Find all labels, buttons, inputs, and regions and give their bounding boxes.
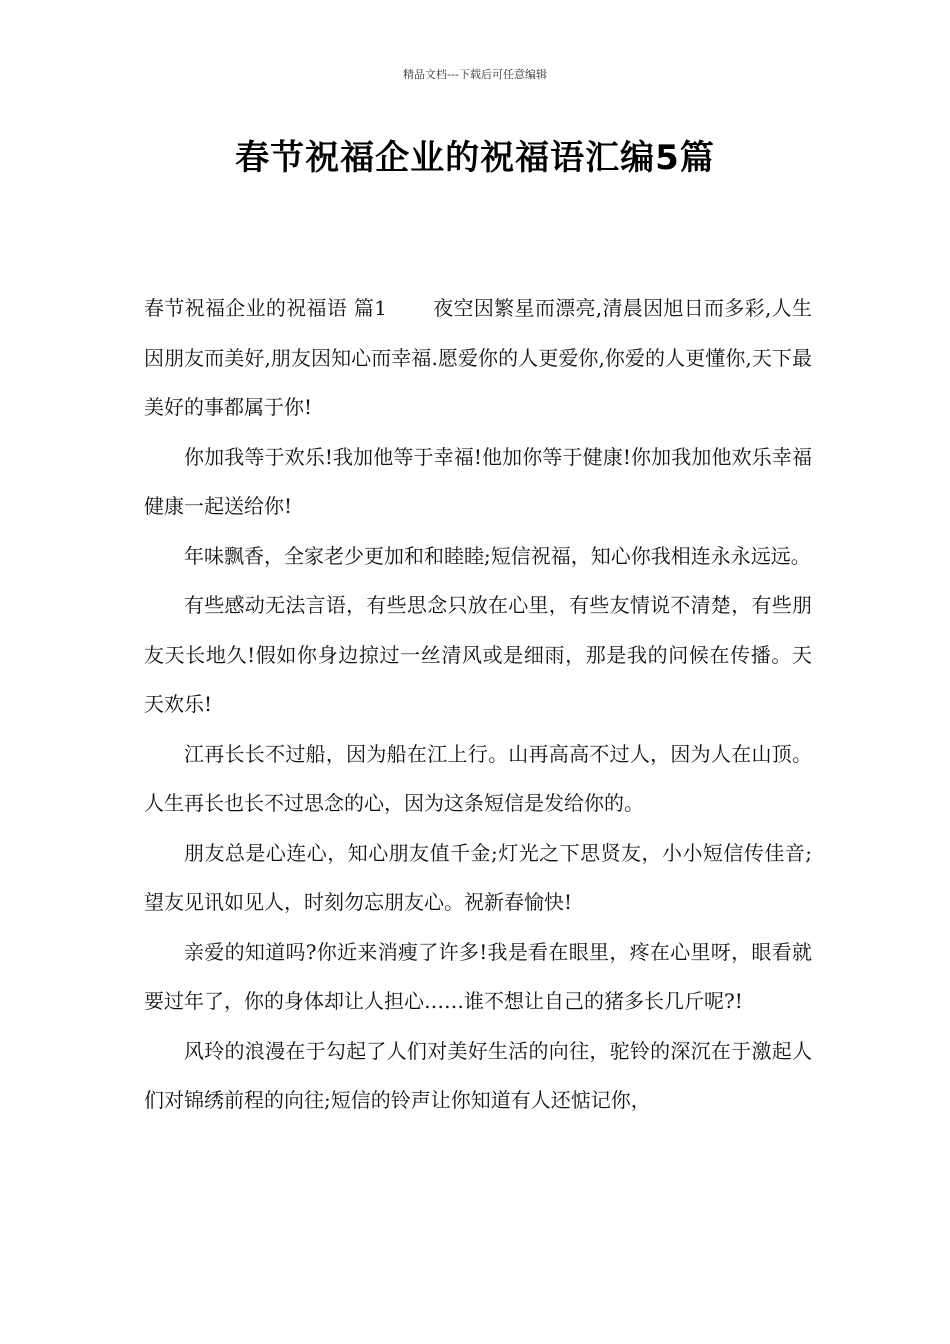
- paragraph-1-text: 夜空因繁星而漂亮,清晨因旭日而多彩,人生因朋友而美好,朋友因知心而幸福.愿爱你的人更爱你,你爱的人更懂你,天下最美好的事都属于你!: [144, 296, 812, 419]
- paragraph-6: 朋友总是心连心，知心朋友值千金;灯光之下思贤友，小小短信传佳音;望友见讯如见人，时刻勿忘朋友心。祝新春愉快!: [144, 840, 812, 914]
- paragraph-1: [144, 284, 812, 433]
- paragraph-3: 年味飘香，全家老少更加和和睦睦;短信祝福，知心你我相连永永远远。: [184, 543, 811, 568]
- paragraph-7: 亲爱的知道吗?你近来消瘦了许多!我是看在眼里，疼在心里呀，眼看就要过年了，你的身体却让人担心……谁不想让自己的猪多长几斤呢?!: [144, 939, 812, 1013]
- paragraph-8: 风玲的浪漫在于勾起了人们对美好生活的向往，驼铃的深沉在于激起人们对锦绣前程的向往;短信的铃声让你知道有人还惦记你，: [144, 1038, 812, 1112]
- document-body: [144, 284, 812, 1126]
- section-label: 春节祝福企业的祝福语 篇1: [144, 296, 387, 320]
- paragraph-5: 江再长长不过船，因为船在江上行。山再高高不过人，因为人在山顶。人生再长也长不过思念的心，因为这条短信是发给你的。: [144, 741, 812, 815]
- header-note: 精品文档---下载后可任意编辑: [403, 68, 547, 81]
- document-title: 春节祝福企业的祝福语汇编5篇: [235, 138, 715, 178]
- paragraph-2: 你加我等于欢乐!我加他等于幸福!他加你等于健康!你加我加他欢乐幸福健康一起送给你!: [144, 444, 812, 518]
- paragraph-4: 有些感动无法言语，有些思念只放在心里，有些友情说不清楚，有些朋友天长地久!假如你身边掠过一丝清风或是细雨，那是我的问候在传播。天天欢乐!: [144, 593, 812, 716]
